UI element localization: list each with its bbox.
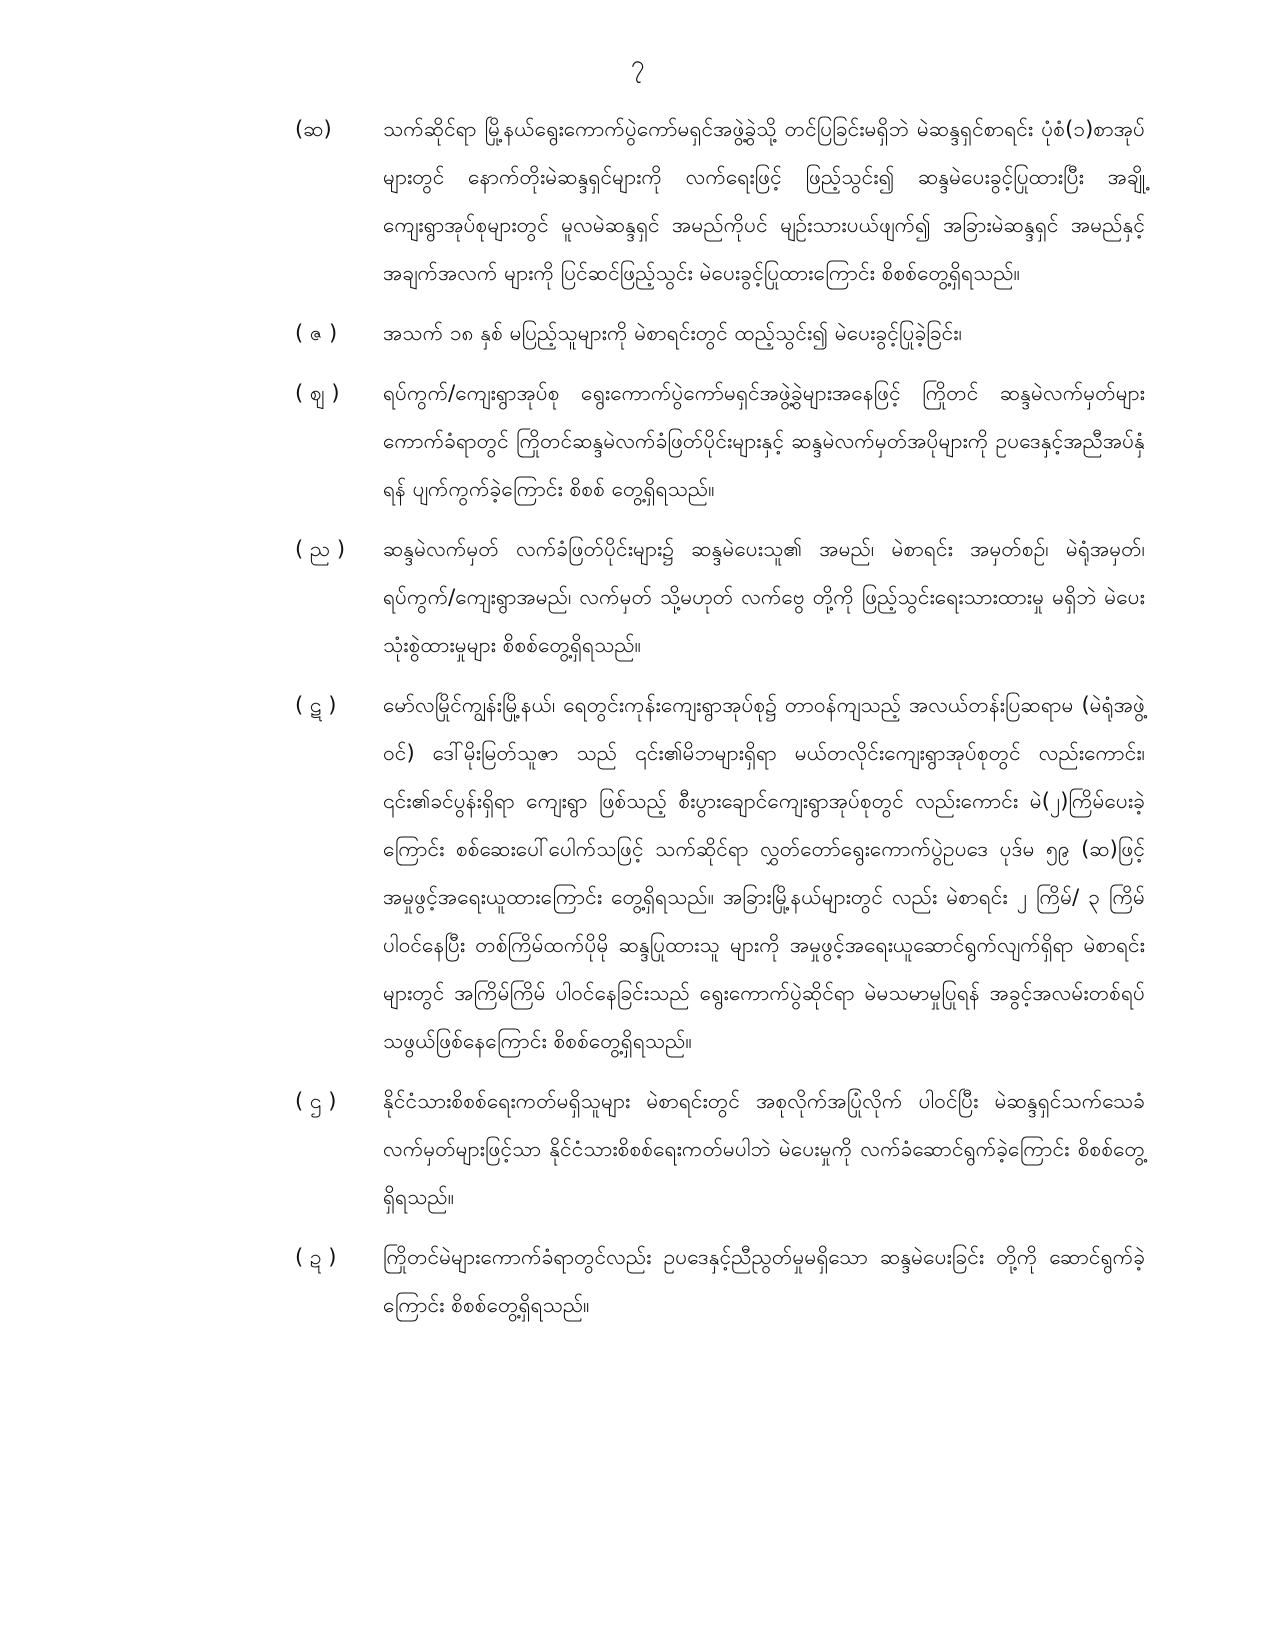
finding-label: ( ဈ )	[295, 381, 340, 405]
finding-label: ( ဍ )	[295, 1245, 337, 1269]
findings-list	[295, 105, 1145, 1341]
finding-item-zha	[295, 369, 1145, 513]
finding-text: နိုင်ငံသားစိစစ်ရေးကတ်မရှိသူများ မဲစာရင်းတွင် အစုလိုက်အပြုံလိုက် ပါဝင်ပြီး မဲဆန္ဒရှင်သက်သေခံလက်မှတ်များဖြင့်သာ နိုင်ငံသားစိစစ်ရေးကတ်မပါဘဲ မဲပေးမှုကို လက်ခံဆောင်ရွက်ခဲ့ကြောင်း စိစစ်တွေ့ရှိရသည်။	[383, 1089, 1145, 1209]
finding-label: ( ဌ )	[295, 1089, 337, 1113]
finding-item-za	[295, 309, 1145, 357]
finding-text: သက်ဆိုင်ရာ မြို့နယ်ရွေးကောက်ပွဲကော်မရှင်အဖွဲ့ခွဲသို့ တင်ပြခြင်းမရှိဘဲ မဲဆန္ဒရှင်စာရင်း ပုံစံ(၁)စာအုပ်များတွင် နောက်တိုးမဲဆန္ဒရှင်များကို လက်ရေးဖြင့် ဖြည့်သွင်း၍ ဆန္ဒမဲပေးခွင့်ပြုထားပြီး အချို့ကျေးရွာအုပ်စုများတွင် မူလမဲဆန္ဒရှင် အမည်ကိုပင် မျဉ်းသားပယ်ဖျက်၍ အခြားမဲဆန္ဒရှင် အမည်နှင့် အချက်အလက် များကို ပြင်ဆင်ဖြည့်သွင်း မဲပေးခွင့်ပြုထားကြောင်း စိစစ်တွေ့ရှိရသည်။	[383, 117, 1145, 285]
finding-item-nya	[295, 525, 1145, 669]
finding-label: ( ည )	[295, 537, 346, 561]
finding-item-tta	[295, 681, 1145, 1065]
finding-text: မော်လမြိုင်ကျွန်းမြို့နယ်၊ ရေတွင်းကုန်းကျေးရွာအုပ်စု၌ တာဝန်ကျသည့် အလယ်တန်းပြဆရာမ (မဲရုံအဖွဲ့ဝင်) ဒေါ်မိုးမြတ်သူဇာ သည် ၎င်း၏မိဘများရှိရာ မယ်တလိုင်းကျေးရွာအုပ်စုတွင် လည်းကောင်း၊ ၎င်း၏ခင်ပွန်းရှိရာ ကျေးရွာ ဖြစ်သည့် စီးပွားချောင်ကျေးရွာအုပ်စုတွင် လည်းကောင်း မဲ(၂)ကြိမ်ပေးခဲ့ကြောင်း စစ်ဆေးပေါ်ပေါက်သဖြင့် သက်ဆိုင်ရာ လွှတ်တော်ရွေးကောက်ပွဲဥပဒေ ပုဒ်မ ၅၉ (ဆ)ဖြင့် အမှုဖွင့်အရေးယူထားကြောင်း တွေ့ရှိရသည်။ အခြားမြို့နယ်များတွင် လည်း မဲစာရင်း ၂ ကြိမ်/ ၃ ကြိမ်ပါဝင်နေပြီး တစ်ကြိမ်ထက်ပိုမို ဆန္ဒပြုထားသူ များကို အမှုဖွင့်အရေးယူဆောင်ရွက်လျက်ရှိရာ မဲစာရင်းများတွင် အကြိမ်ကြိမ် ပါဝင်နေခြင်းသည် ရွေးကောက်ပွဲဆိုင်ရာ မဲမသမာမှုပြုရန် အခွင့်အလမ်းတစ်ရပ် သဖွယ်ဖြစ်နေကြောင်း စိစစ်တွေ့ရှိရသည်။	[383, 693, 1145, 1053]
finding-item-dda	[295, 1233, 1145, 1329]
finding-label: ( ဇ )	[295, 321, 338, 345]
finding-text: ဆန္ဒမဲလက်မှတ် လက်ခံဖြတ်ပိုင်းများ၌ ဆန္ဒမဲပေးသူ၏ အမည်၊ မဲစာရင်း အမှတ်စဉ်၊ မဲရုံအမှတ်၊ ရပ်ကွက်/ကျေးရွာအမည်၊ လက်မှတ် သို့မဟုတ် လက်ဗွေ တို့ကို ဖြည့်သွင်းရေးသားထားမှု မရှိဘဲ မဲပေးသုံးစွဲထားမှုများ စိစစ်တွေ့ရှိရသည်။	[383, 537, 1145, 657]
finding-item-sa	[295, 105, 1145, 297]
finding-label: (ဆ)	[295, 117, 332, 141]
finding-text: အသက် ၁၈ နှစ် မပြည့်သူများကို မဲစာရင်းတွင် ထည့်သွင်း၍ မဲပေးခွင့်ပြုခဲ့ခြင်း၊	[383, 321, 962, 345]
finding-text: ရပ်ကွက်/ကျေးရွာအုပ်စု ရွေးကောက်ပွဲကော်မရှင်အဖွဲ့ခွဲများအနေဖြင့် ကြိုတင် ဆန္ဒမဲလက်မှတ်များ ကောက်ခံရာတွင် ကြိုတင်ဆန္ဒမဲလက်ခံဖြတ်ပိုင်းများနှင့် ဆန္ဒမဲလက်မှတ်အပိုများကို ဥပဒေနှင့်အညီအပ်နှံရန် ပျက်ကွက်ခဲ့ကြောင်း စိစစ် တွေ့ရှိရသည်။	[383, 381, 1145, 501]
finding-text: ကြိုတင်မဲများကောက်ခံရာတွင်လည်း ဥပဒေနှင့်ညီညွတ်မှုမရှိသော ဆန္ဒမဲပေးခြင်း တို့ကို ဆောင်ရွက်ခဲ့ကြောင်း စိစစ်တွေ့ရှိရသည်။	[383, 1245, 1145, 1317]
finding-label: ( ဋ )	[295, 693, 337, 717]
page-number: ၇	[630, 50, 645, 78]
finding-item-ttha	[295, 1077, 1145, 1221]
